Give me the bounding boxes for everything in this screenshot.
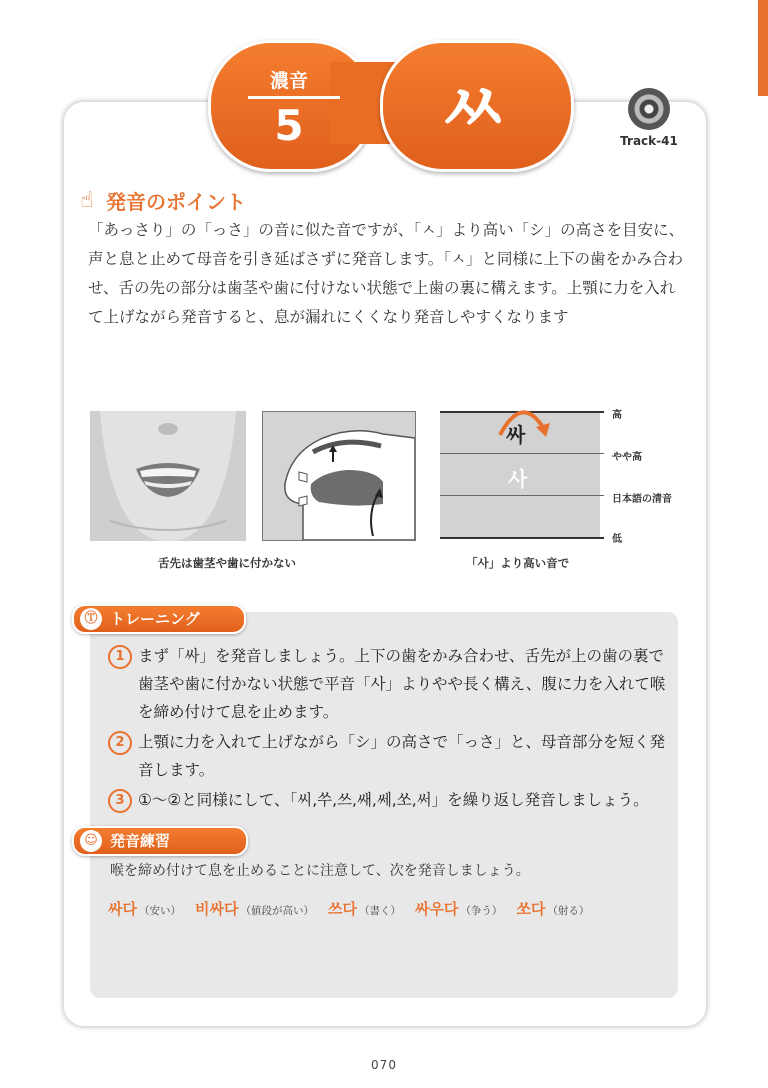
category-divider xyxy=(248,96,340,99)
practice-word: 싸우다 （争う） xyxy=(414,900,503,918)
pitch-level-high: 高 xyxy=(612,410,622,421)
step-text: まず「싸」を発音しましょう。上下の歯をかみ合わせ、舌先が上の歯の裏で歯茎や歯に付かない状態で平音「사」よりやや長く構え、腹に力を入れて喉を締め付けて息を止めます。 xyxy=(138,647,666,721)
mouth-photo xyxy=(90,411,246,541)
caption-tongue: 舌先は歯茎や歯に付かない xyxy=(158,556,296,570)
step-text: ①～②と同様にして、「씨,쑤,쓰,쌔,쎄,쏘,써」を繰り返し発音しましょう。 xyxy=(138,791,649,809)
face-icon: ☺ xyxy=(80,830,102,852)
syllable-mid: 사 xyxy=(508,467,528,491)
category-label: 濃音 xyxy=(269,70,308,92)
practice-word: 쓰다 （書く） xyxy=(327,900,401,918)
pitch-level-low: 低 xyxy=(612,534,622,545)
pitch-level-standard: 日本語の清音 xyxy=(612,494,672,505)
practice-word: 쏘다 （射る） xyxy=(516,900,590,918)
dumbbell-icon: Ⓣ xyxy=(80,608,102,630)
syllable-high: 싸 xyxy=(506,423,526,447)
practice-heading xyxy=(72,826,248,856)
training-heading xyxy=(72,604,246,634)
page-number: 070 xyxy=(371,1058,397,1072)
training-title: トレーニング xyxy=(110,610,200,628)
practice-word-list xyxy=(108,898,589,919)
cd-icon[interactable] xyxy=(628,88,670,130)
pitch-chart xyxy=(440,411,600,539)
step-number: 1 xyxy=(108,645,132,669)
track-label: Track-41 xyxy=(620,134,678,148)
point-title: 発音のポイント xyxy=(106,190,246,214)
pitch-line-mid-high xyxy=(440,453,604,454)
tongue-diagram xyxy=(262,411,416,541)
practice-title: 発音練習 xyxy=(110,832,171,850)
practice-word: 비싸다 （値段が高い） xyxy=(194,900,314,918)
step-text: 上顎に力を入れて上げながら「シ」の高さで「っさ」と、母音部分を短く発音します。 xyxy=(138,733,666,779)
pitch-level-mid-high: やや高 xyxy=(612,452,642,463)
lesson-number: 5 xyxy=(274,101,304,150)
lesson-character: ㅆ xyxy=(439,67,507,149)
pitch-line-standard xyxy=(440,495,604,496)
pitch-line-low xyxy=(440,537,604,539)
training-step-3 xyxy=(108,786,668,814)
practice-intro: 喉を締め付けて息を止めることに注意して、次を発音しましょう。 xyxy=(110,863,530,879)
training-step-1 xyxy=(108,642,668,726)
page-edge-tab xyxy=(758,0,768,96)
step-number: 2 xyxy=(108,731,132,755)
pointing-hand-icon: ☝ xyxy=(80,187,94,213)
point-heading xyxy=(74,186,246,215)
practice-word: 싸다 （安い） xyxy=(108,900,181,918)
caption-pitch: 「사」より高い音で xyxy=(466,556,570,570)
point-paragraph: 「あっさり」の「っさ」の音に似た音ですが、「ㅅ」より高い「シ」の高さを目安に、声と息と止めて母音を引き延ばさずに発音します。「ㅅ」と同様に上下の歯をかみ合わせ、舌の先の部分は歯茎や歯に付けない状態で上歯の裏に構えます。上顎に力を入れて上げながら発音すると、息が漏れにくくなり発音しやすくなります xyxy=(88,221,685,326)
training-step-2 xyxy=(108,728,668,784)
step-number: 3 xyxy=(108,789,132,813)
